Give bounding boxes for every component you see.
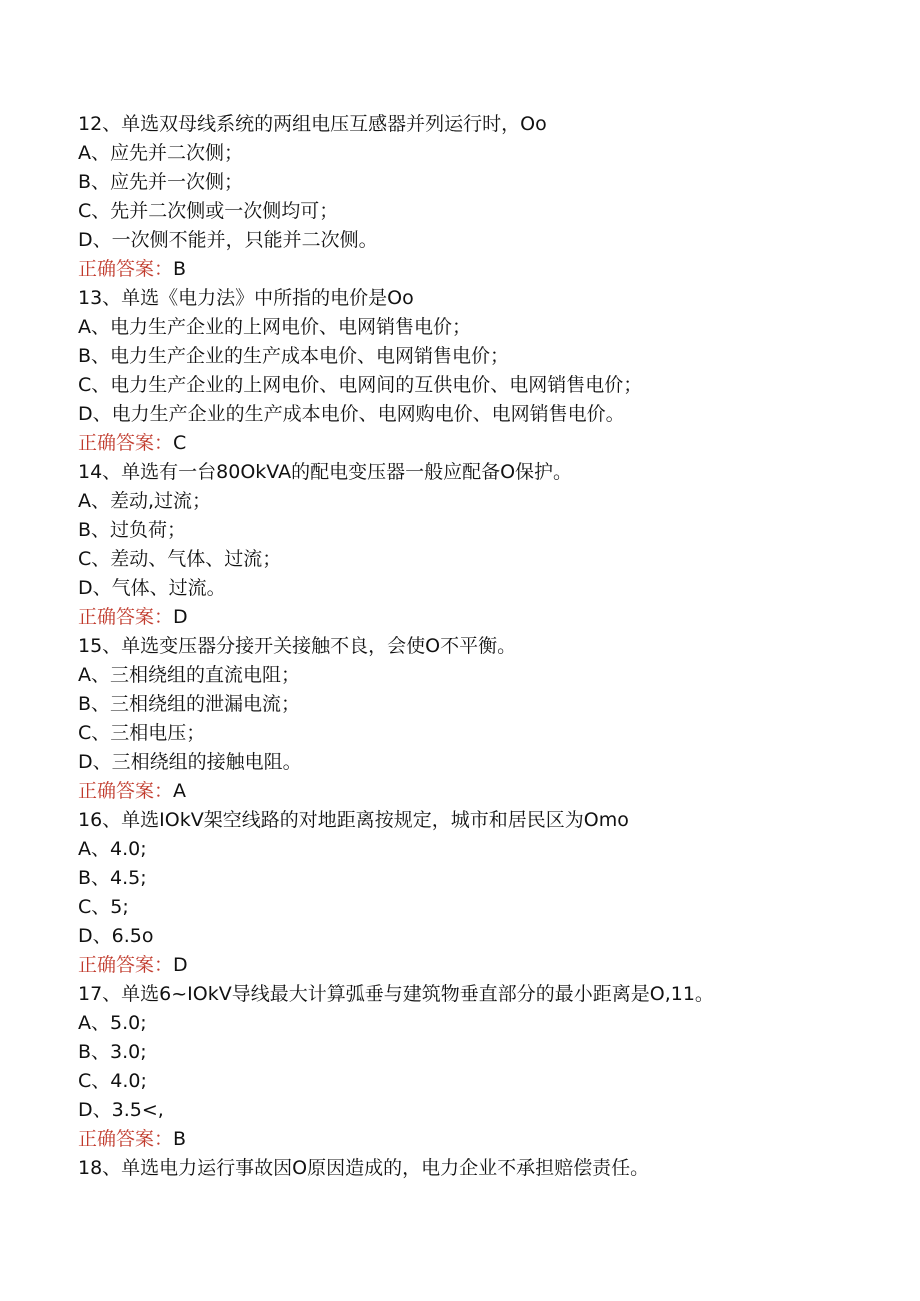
option-a: A、5.0; bbox=[78, 1012, 147, 1034]
answer-label: 正确答案： bbox=[78, 1128, 174, 1150]
option-a: A、三相绕组的直流电阻； bbox=[78, 664, 300, 686]
answer-value: B bbox=[173, 1128, 187, 1150]
option-c: C、先并二次侧或一次侧均可； bbox=[78, 200, 339, 222]
answer-value: D bbox=[173, 606, 188, 628]
option-a: A、差动,过流； bbox=[78, 490, 212, 512]
option-a: A、应先并二次侧； bbox=[78, 142, 243, 164]
answer-line bbox=[78, 951, 898, 980]
option-c: C、4.0; bbox=[78, 1070, 147, 1092]
answer-label: 正确答案： bbox=[78, 606, 174, 628]
answer-line bbox=[78, 429, 898, 458]
option-c: C、三相电压； bbox=[78, 722, 206, 744]
answer-label: 正确答案： bbox=[78, 780, 174, 802]
answer-value: C bbox=[173, 432, 187, 454]
answer-line bbox=[78, 777, 898, 806]
question-14 bbox=[78, 458, 898, 632]
question-stem: 12、单选双母线系统的两组电压互感器并列运行时，Oo bbox=[78, 113, 547, 135]
option-b: B、过负荷； bbox=[78, 519, 187, 541]
option-c: C、差动、气体、过流； bbox=[78, 548, 282, 570]
answer-line bbox=[78, 255, 898, 284]
option-d: D、气体、过流。 bbox=[78, 577, 226, 599]
question-stem: 13、单选《电力法》中所指的电价是Oo bbox=[78, 287, 414, 309]
option-b: B、3.0; bbox=[78, 1041, 147, 1063]
option-d: D、三相绕组的接触电阻。 bbox=[78, 751, 302, 773]
question-stem: 17、单选6~IOkV导线最大计算弧垂与建筑物垂直部分的最小距离是O,11。 bbox=[78, 983, 714, 1005]
option-c: C、电力生产企业的上网电价、电网间的互供电价、电网销售电价； bbox=[78, 374, 643, 396]
option-d: D、一次侧不能并，只能并二次侧。 bbox=[78, 229, 378, 251]
answer-line bbox=[78, 1125, 898, 1154]
answer-label: 正确答案： bbox=[78, 258, 174, 280]
question-stem: 14、单选有一台80OkVA的配电变压器一般应配备O保护。 bbox=[78, 461, 573, 483]
option-d: D、6.5o bbox=[78, 925, 154, 947]
answer-line bbox=[78, 603, 898, 632]
question-12 bbox=[78, 110, 898, 284]
question-15 bbox=[78, 632, 898, 806]
option-b: B、应先并一次侧； bbox=[78, 171, 244, 193]
document-body bbox=[78, 110, 898, 1183]
question-16 bbox=[78, 806, 898, 980]
question-stem: 16、单选IOkV架空线路的对地距离按规定，城市和居民区为Omo bbox=[78, 809, 629, 831]
question-17 bbox=[78, 980, 898, 1154]
option-d: D、3.5<, bbox=[78, 1099, 164, 1121]
option-b: B、电力生产企业的生产成本电价、电网销售电价； bbox=[78, 345, 510, 367]
question-stem: 15、单选变压器分接开关接触不良，会使O不平衡。 bbox=[78, 635, 517, 657]
question-18 bbox=[78, 1154, 898, 1183]
answer-value: D bbox=[173, 954, 188, 976]
question-13 bbox=[78, 284, 898, 458]
question-stem: 18、单选电力运行事故因O原因造成的，电力企业不承担赔偿责任。 bbox=[78, 1157, 650, 1179]
option-b: B、三相绕组的泄漏电流； bbox=[78, 693, 301, 715]
option-a: A、电力生产企业的上网电价、电网销售电价； bbox=[78, 316, 471, 338]
option-b: B、4.5; bbox=[78, 867, 147, 889]
answer-label: 正确答案： bbox=[78, 432, 174, 454]
answer-value: A bbox=[173, 780, 187, 802]
answer-value: B bbox=[173, 258, 187, 280]
option-a: A、4.0; bbox=[78, 838, 147, 860]
option-c: C、5; bbox=[78, 896, 129, 918]
option-d: D、电力生产企业的生产成本电价、电网购电价、电网销售电价。 bbox=[78, 403, 625, 425]
answer-label: 正确答案： bbox=[78, 954, 174, 976]
